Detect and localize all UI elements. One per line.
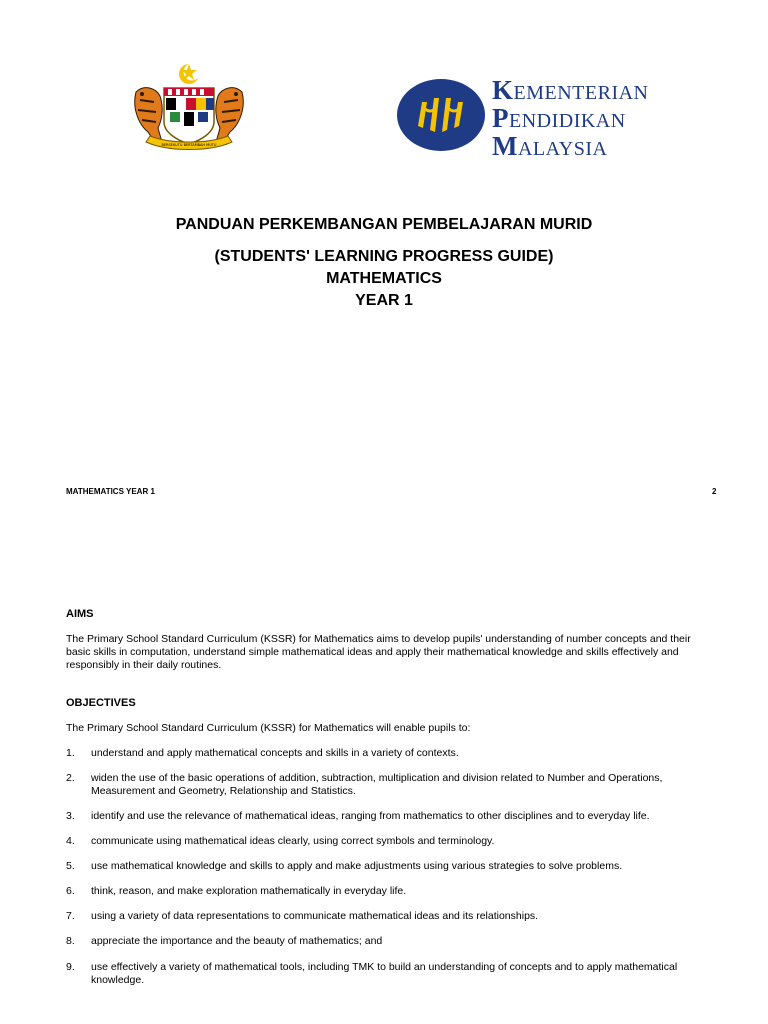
running-header: MATHEMATICS YEAR 1 — [66, 487, 155, 496]
objective-number: 4. — [66, 835, 75, 847]
objective-number: 3. — [66, 810, 75, 822]
aims-heading: AIMS — [66, 608, 94, 620]
svg-text:BERSEKUTU BERTAMBAH MUTU: BERSEKUTU BERTAMBAH MUTU — [161, 143, 217, 147]
objective-number: 1. — [66, 747, 75, 759]
objectives-heading: OBJECTIVES — [66, 697, 136, 709]
cover-subject: MATHEMATICS — [326, 270, 442, 287]
objective-text: understand and apply mathematical concepts and skills in a variety of contexts. — [91, 747, 459, 759]
objective-text: use effectively a variety of mathematical tools, including TMK to build an understanding of concepts and to apply mathematical knowledge. — [91, 961, 678, 986]
objective-number: 5. — [66, 860, 75, 872]
kpm-emblem-icon — [396, 78, 486, 152]
ministry-wordmark — [492, 75, 649, 162]
page-number: 2 — [712, 487, 717, 496]
objective-number: 9. — [66, 961, 75, 973]
cover-year: YEAR 1 — [355, 292, 413, 309]
objective-text: using a variety of data representations to communicate mathematical ideas and its relationships. — [91, 910, 539, 922]
cover-title-malay: PANDUAN PERKEMBANGAN PEMBELAJARAN MURID — [175, 216, 593, 233]
ministry-wordmark-line-3: MALAYSIA — [492, 131, 608, 161]
objective-text: use mathematical knowledge and skills to apply and make adjustments using various strategies to solve problems. — [91, 860, 623, 872]
objective-text: appreciate the importance and the beauty of mathematics; and — [91, 935, 383, 947]
aims-paragraph: The Primary School Standard Curriculum (KSSR) for Mathematics aims to develop pupils' understanding of number concepts and their basic skills in computation, understand simple mathematical ideas and apply their mathematical knowledge and skills effectively and responsibly in their daily routines. — [66, 633, 691, 671]
cover-title-english: (STUDENTS' LEARNING PROGRESS GUIDE) — [214, 248, 554, 265]
objective-text: communicate using mathematical ideas clearly, using correct symbols and terminology. — [91, 835, 495, 847]
objective-number: 7. — [66, 910, 75, 922]
objective-text: think, reason, and make exploration mathematically in everyday life. — [91, 885, 407, 897]
objective-number: 6. — [66, 885, 75, 897]
coat-of-arms-icon — [128, 62, 250, 154]
ministry-wordmark-line-2: PENDIDIKAN — [492, 103, 626, 133]
objective-number: 2. — [66, 772, 75, 784]
ministry-wordmark-line-1: KEMENTERIAN — [492, 75, 649, 105]
objective-text: widen the use of the basic operations of addition, subtraction, multiplication and division related to Number and Operations, Measurement and Geometry, Relationship and Statistics. — [91, 772, 663, 797]
objective-text: identify and use the relevance of mathematical ideas, ranging from mathematics to other disciplines and to everyday life. — [91, 810, 650, 822]
objective-number: 8. — [66, 935, 75, 947]
objectives-intro: The Primary School Standard Curriculum (KSSR) for Mathematics will enable pupils to: — [66, 722, 471, 734]
